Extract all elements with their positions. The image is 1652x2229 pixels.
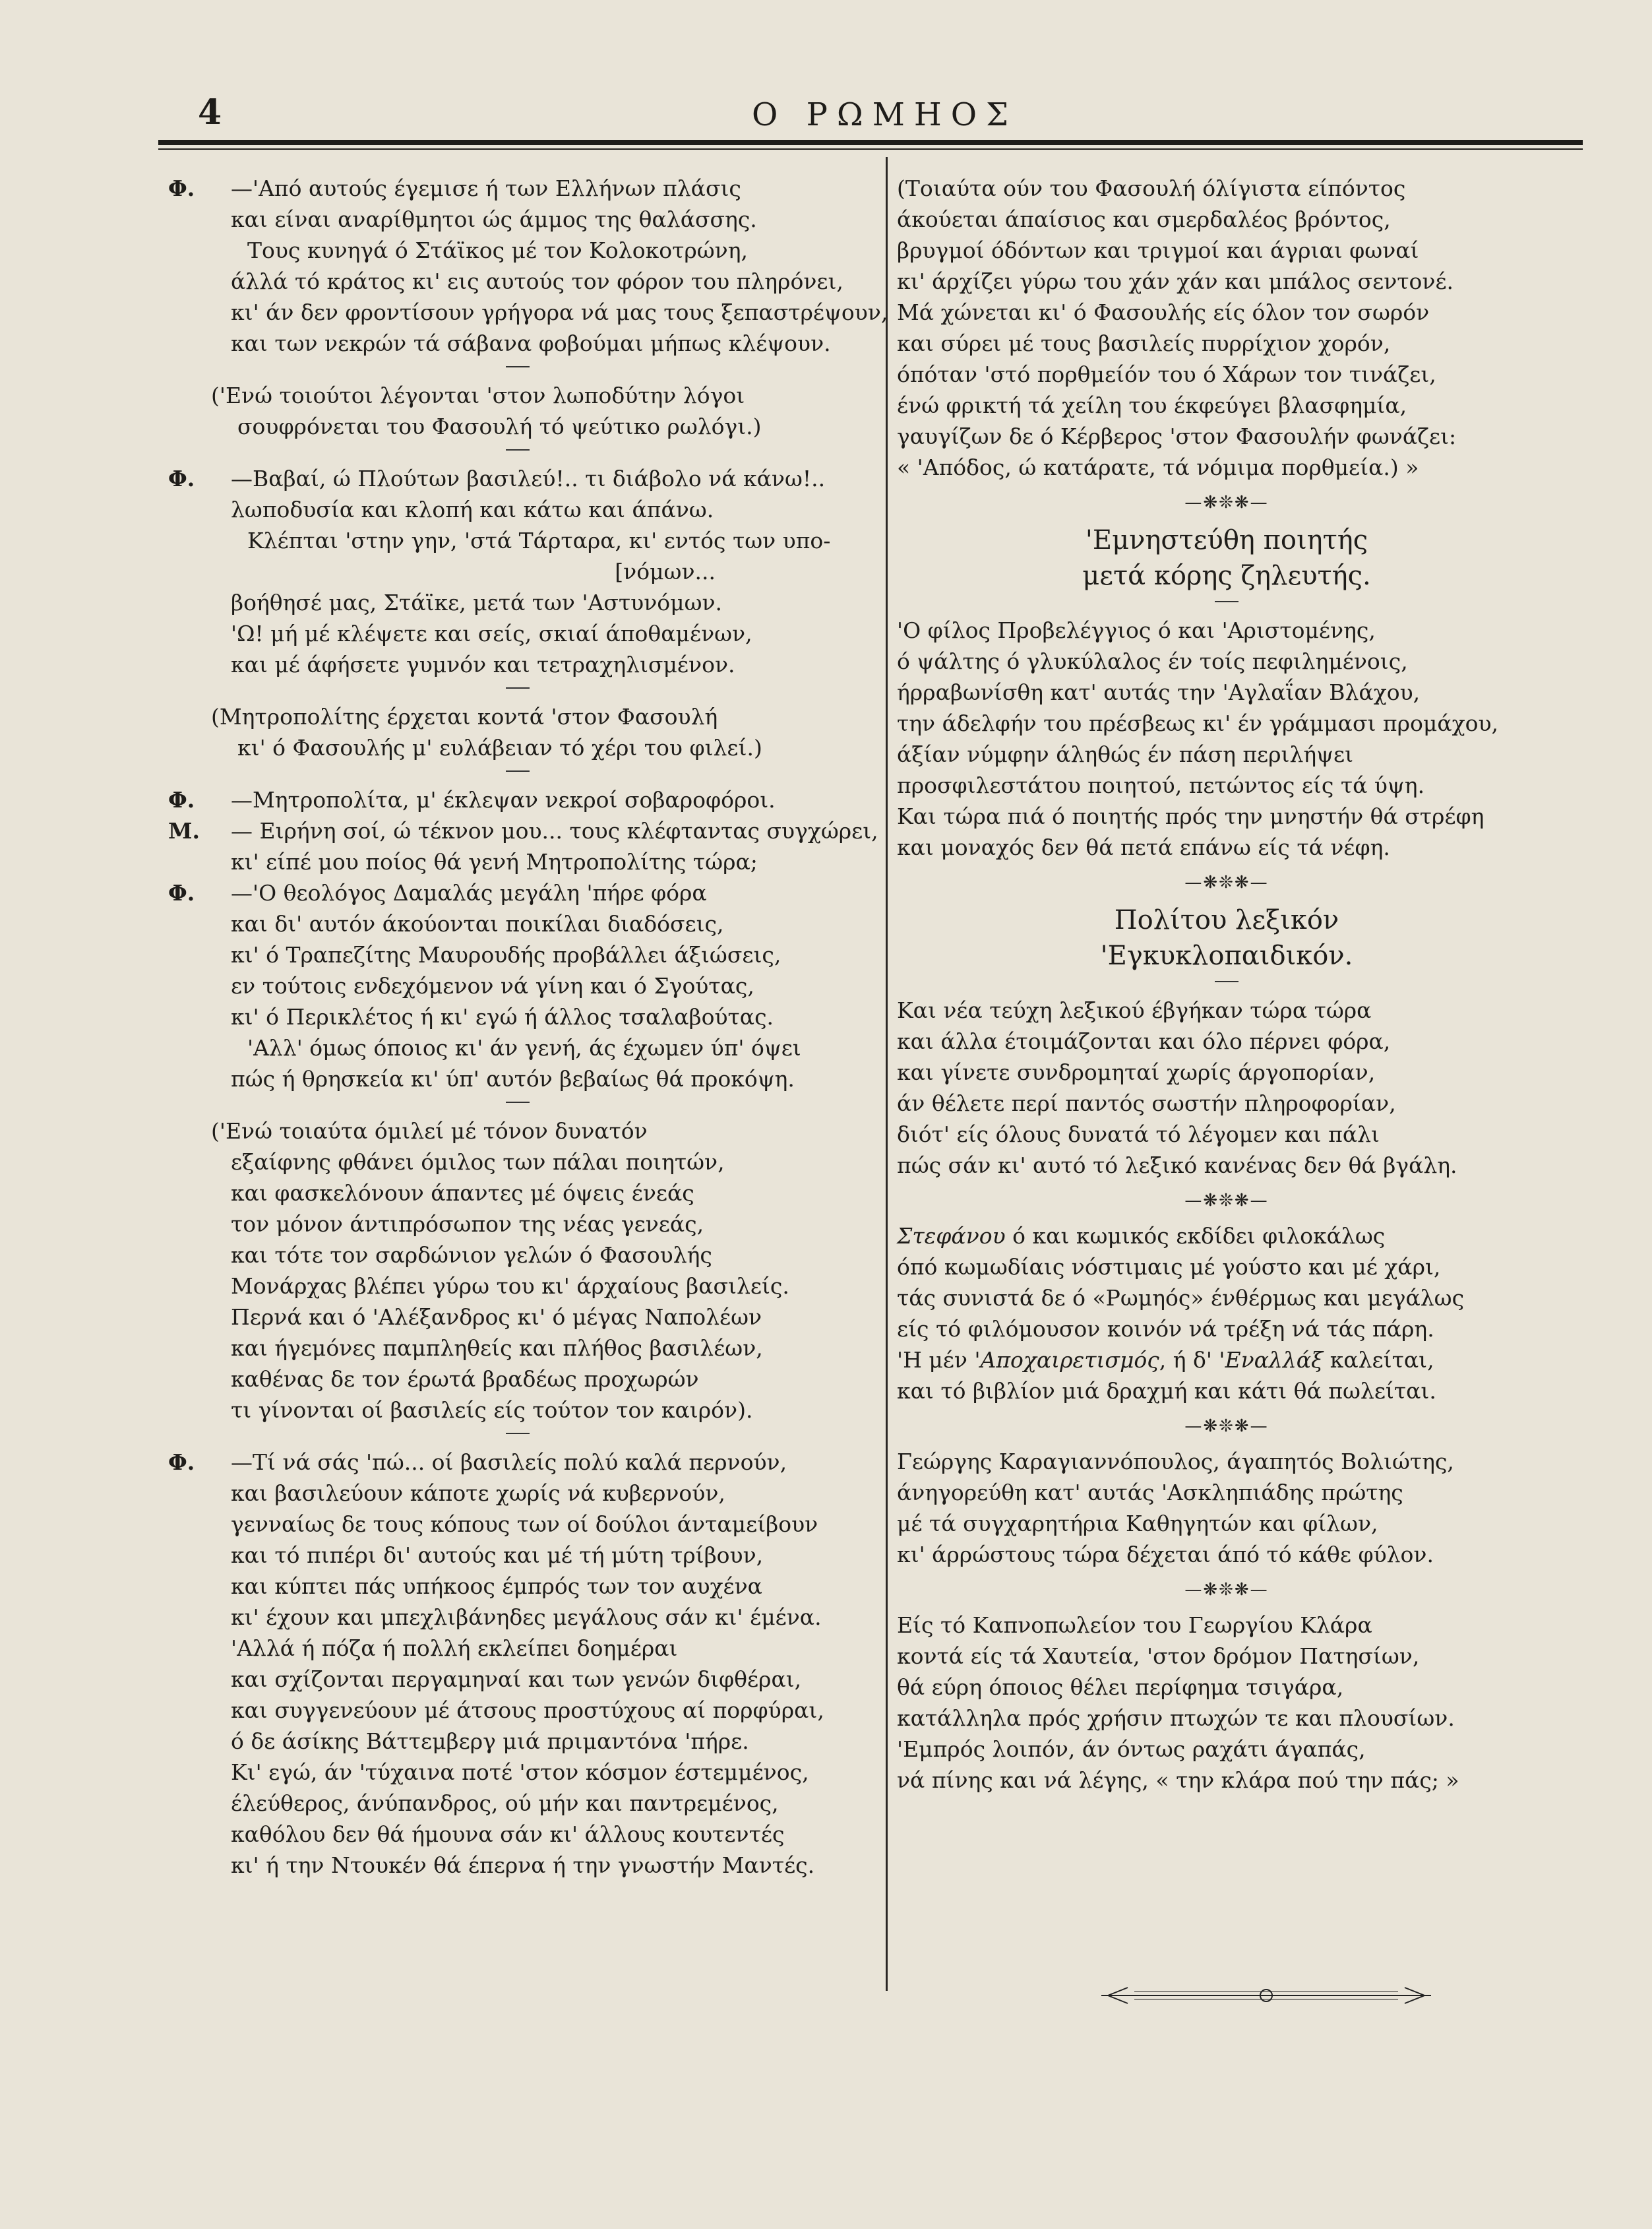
verse-line	[168, 1032, 867, 1063]
verse-text: ό και κωμικός εκδίδει φιλοκάλως	[1005, 1223, 1386, 1249]
heading-line: Πολίτου λεξικόν	[1114, 905, 1339, 935]
verse-text: και βασιλεύουν κάποτε χωρίς νά κυβερνούν,	[231, 1480, 725, 1506]
verse-line	[168, 1478, 867, 1509]
speaker-label: Φ.	[168, 1449, 195, 1475]
verse-line	[168, 1063, 867, 1094]
right-column	[897, 173, 1556, 1796]
italic-title: Στεφάνου	[897, 1223, 1006, 1249]
verse-text: κι' είπέ μου ποίος θά γενή Μητροπολίτης τώρα;	[231, 849, 758, 875]
verse-text: (Μητροπολίτης έρχεται κοντά 'στον Φασουλή	[211, 704, 718, 730]
verse-text: και συγγενεύουν μέ άτσους προστύχους αί πορφύραι,	[231, 1697, 824, 1723]
verse-text: και είναι αναρίθμητοι ώς άμμος της θαλάσσης.	[231, 206, 757, 232]
verse-line: 'Ο φίλος Προβελέγγιος ό και 'Αριστομένης,	[897, 617, 1376, 643]
verse-line	[168, 1850, 867, 1881]
verse-line	[897, 1220, 1556, 1251]
verse-text: και δι' αυτόν άκούονται ποικίλαι διαδόσεις,	[231, 911, 724, 937]
verse-text: 'Ω! μή μέ κλέψετε και σείς, σκιαί άποθαμένων,	[231, 621, 752, 646]
verse-line	[168, 1571, 867, 1602]
verse-line	[168, 463, 867, 494]
verse-line	[168, 266, 867, 297]
verse-line: όπόταν 'στό πορθμείόν του ό Χάρων τον τινάζει,	[897, 361, 1436, 387]
verse-text: ό δε άσίκης Βάττεμβεργ μιά πριμαντόνα 'πήρε.	[231, 1728, 749, 1754]
verse-line	[168, 204, 867, 235]
verse-line: 'Εμπρός λοιπόν, άν όντως ραχάτι άγαπάς,	[897, 1736, 1366, 1762]
verse-line	[168, 618, 867, 649]
verse-text: και των νεκρών τά σάβανα φοβούμαι μήπως κλέψουν.	[231, 330, 831, 356]
italic-title: 'Αποχαιρετισμός	[974, 1347, 1159, 1373]
verse-text: εξαίφνης φθάνει όμιλος των πάλαι ποιητών,	[231, 1149, 725, 1175]
verse-line: και γίνετε συνδρομηταί χωρίς άργοπορίαν,	[897, 1059, 1376, 1085]
verse-text: , ή δ'	[1159, 1347, 1219, 1373]
speaker-label: Φ.	[168, 466, 195, 491]
verse-text: και κύπτει πάς υπήκοος έμπρός των τον αυχένα	[231, 1573, 762, 1599]
verse-text: και σχίζονται περγαμηναί και των γενών διφθέραι,	[231, 1666, 802, 1692]
heading-line: μετά κόρης ζηλευτής.	[1082, 561, 1371, 591]
ornament-divider: —❋❊❋—	[1184, 1580, 1269, 1600]
verse-line	[168, 525, 867, 556]
verse-line	[897, 1251, 1556, 1282]
verse-line	[168, 297, 888, 328]
verse-text: γενναίως δε τους κόπους των οί δούλοι άνταμείβουν	[231, 1511, 818, 1537]
verse-line: Γεώργης Καραγιαννόπουλος, άγαπητός Βολιώτης,	[897, 1449, 1454, 1474]
verse-line: κι' άρρώστους τώρα δέχεται άπό τό κάθε φύλον.	[897, 1542, 1434, 1567]
section-lexicon	[897, 995, 1556, 1181]
verse-text: κι' ό Περικλέτος ή κι' εγώ ή άλλος τσαλαβούτας.	[231, 1004, 774, 1030]
short-rule	[168, 1426, 867, 1447]
verse-text: εν τούτοις ενδεχόμενον νά γίνη και ό Σγούτας,	[231, 973, 754, 999]
left-column	[168, 173, 888, 1881]
verse-text: Κλέπται 'στην γην, 'στά Τάρταρα, κι' εντός των υπο-	[247, 528, 831, 553]
verse-line: « 'Απόδος, ώ κατάρατε, τά νόμιμα πορθμεία.) »	[897, 455, 1419, 480]
verse-line	[168, 1819, 867, 1850]
verse-line	[168, 846, 867, 877]
page-number: 4	[198, 92, 222, 133]
verse-line	[168, 556, 867, 587]
verse-line	[168, 1240, 867, 1271]
verse-line	[168, 1333, 867, 1364]
verse-line	[168, 1726, 867, 1757]
verse-text: κι' άν δεν φροντίσουν γρήγορα νά μας τους ξεπαστρέψουν,	[231, 299, 888, 325]
verse-text: πώς ή θρησκεία κι' ύπ' αυτόν βεβαίως θά προκόψη.	[231, 1066, 795, 1092]
verse-line: κοντά είς τά Χαυτεία, 'στον δρόμον Πατησίων,	[897, 1643, 1420, 1669]
verse-line	[168, 1271, 867, 1302]
verse-line: ό ψάλτης ό γλυκύλαλος έν τοίς πεφιλημένοις,	[897, 648, 1408, 674]
verse-line	[168, 1602, 867, 1633]
verse-line	[168, 877, 867, 908]
verse-text: — Ειρήνη σοί, ώ τέκνον μου... τους κλέφταντας συγχώρει,	[231, 818, 878, 844]
verse-text: τάς συνιστά δε ό «Ρωμηός» ένθέρμως και μεγάλως	[897, 1285, 1465, 1311]
short-rule	[168, 359, 867, 380]
section-stefanou	[897, 1220, 1556, 1406]
stage-direction-block	[897, 173, 1556, 483]
ornament-divider: —❋❊❋—	[1184, 1416, 1269, 1436]
verse-line	[168, 939, 867, 970]
verse-line: κατάλληλα πρός χρήσιν πτωχών τε και πλουσίων.	[897, 1705, 1455, 1731]
verse-line	[168, 494, 867, 525]
verse-line	[168, 784, 867, 815]
speaker-label: Φ.	[168, 175, 195, 201]
verse-text: κι' έχουν και μπεχλιβάνηδες μεγάλους σάν κι' έμένα.	[231, 1604, 822, 1630]
verse-text: και φασκελόνουν άπαντες μέ όψεις ένεάς	[231, 1180, 694, 1206]
verse-line	[168, 649, 867, 680]
verse-text: —'Ο θεολόγος Δαμαλάς μεγάλη 'πήρε φόρα	[231, 880, 707, 906]
verse-line: Είς τό Καπνοπωλείον του Γεωργίου Κλάρα	[897, 1612, 1372, 1638]
verse-text: σουφρόνεται του Φασουλή τό ψεύτικο ρωλόγι.)	[237, 414, 762, 439]
verse-line: την άδελφήν του πρέσβεως κι' έν γράμμασι προμάχου,	[897, 710, 1499, 736]
verse-line: Μά χώνεται κι' ό Φασουλής είς όλον τον σωρόν	[897, 299, 1430, 325]
verse-line: άνηγορεύθη κατ' αυτάς 'Ασκληπιάδης πρώτης	[897, 1480, 1403, 1505]
verse-line: άκούεται άπαίσιος και σμερδαλέος βρόντος,	[897, 206, 1391, 232]
verse-line	[168, 970, 867, 1001]
verse-line: και σύρει μέ τους βασιλείς πυρρίχιον χορόν,	[897, 330, 1391, 356]
verse-line: πώς σάν κι' αυτό τό λεξικό κανένας δεν θά βγάλη.	[897, 1152, 1457, 1178]
short-rule	[897, 594, 1556, 615]
verse-line	[168, 1633, 867, 1664]
italic-title: 'Εναλλάξ	[1219, 1347, 1324, 1373]
verse-line	[168, 815, 878, 846]
verse-line: άν θέλετε περί παντός σωστήν πληροφορίαν,	[897, 1090, 1396, 1116]
verse-line: και άλλα έτοιμάζονται και όλο πέρνει φόρα,	[897, 1028, 1391, 1054]
verse-line: νά πίνης και νά λέγης, « την κλάρα πού την πάς; »	[897, 1767, 1459, 1793]
verse-line: ένώ φρικτή τά χείλη του έκφεύγει βλασφημία,	[897, 392, 1407, 418]
verse-text: όπό κωμωδίαις νόστιμαις μέ γούστο και μέ χάρι,	[897, 1254, 1441, 1280]
verse-text: Τους κυνηγά ό Στάϊκος μέ τον Κολοκοτρώνη,	[247, 237, 748, 263]
short-rule	[168, 442, 867, 463]
verse-line	[168, 1664, 867, 1695]
verse-line	[168, 732, 867, 763]
verse-line	[168, 328, 867, 359]
verse-text: κι' ό Φασουλής μ' ευλάβειαν τό χέρι του φιλεί.)	[237, 735, 762, 761]
verse-line: θά εύρη όποιος θέλει περίφημα τσιγάρα,	[897, 1674, 1344, 1700]
ornament-divider: —❋❊❋—	[1184, 1191, 1269, 1210]
section-doctor	[897, 1446, 1556, 1570]
verse-line: και μοναχός δεν θά πετά επάνω είς τά νέφη.	[897, 834, 1390, 860]
verse-text: τον μόνον άντιπρόσωπον της νέας γενεάς,	[231, 1211, 704, 1237]
verse-line	[168, 1364, 867, 1395]
verse-line	[168, 587, 867, 618]
verse-line	[168, 1001, 867, 1032]
verse-text: είς τό φιλόμουσον κοινόν νά τρέξη νά τάς πάρη.	[897, 1316, 1434, 1342]
verse-line: άξίαν νύμφην άληθώς έν πάση περιλήψει	[897, 741, 1354, 767]
header-rule	[158, 140, 1583, 145]
verse-line	[897, 1282, 1556, 1313]
verse-text: Κι' εγώ, άν 'τύχαινα ποτέ 'στον κόσμον έστεμμένος,	[231, 1759, 809, 1785]
speaker-label: Φ.	[168, 880, 195, 906]
verse-text: καλείται,	[1323, 1347, 1434, 1373]
verse-line: γαυγίζων δε ό Κέρβερος 'στον Φασουλήν φωνάζει:	[897, 424, 1457, 449]
ornament-divider: —❋❊❋—	[1184, 493, 1269, 513]
column-divider	[886, 157, 888, 1991]
verse-text: —Τί νά σάς 'πώ... οί βασιλείς πολύ καλά περνούν,	[231, 1449, 787, 1475]
section-engagement	[897, 615, 1556, 863]
verse-line: προσφιλεστάτου ποιητού, πετώντος είς τά ύψη.	[897, 772, 1425, 798]
section-heading-lexicon	[897, 902, 1556, 974]
verse-text: κι' ή την Ντουκέν θά έπερνα ή την γνωστήν Μαντές.	[231, 1852, 815, 1878]
short-rule	[168, 680, 867, 701]
verse-text: τι γίνονται οί βασιλείς είς τούτον τον καιρόν).	[231, 1397, 753, 1423]
verse-text: 'Αλλά ή πόζα ή πολλή εκλείπει δοημέραι	[231, 1635, 678, 1661]
verse-text: καθένας δε τον έρωτά βραδέως προχωρών	[231, 1366, 699, 1392]
short-rule	[897, 974, 1556, 995]
verse-text: Μονάρχας βλέπει γύρω του κι' άρχαίους βασιλείς.	[231, 1273, 789, 1299]
short-rule	[168, 763, 867, 784]
verse-line	[897, 1344, 1556, 1375]
verse-text: έλεύθερος, άνύπανδρος, ού μήν και παντρεμένος,	[231, 1790, 779, 1816]
verse-line	[168, 411, 867, 442]
verse-line	[168, 1757, 867, 1788]
verse-line: διότ' είς όλους δυνατά τό λέγομεν και πάλι	[897, 1121, 1380, 1147]
verse-line: κι' άρχίζει γύρω του χάν χάν και μπάλος σεντονέ.	[897, 268, 1454, 294]
verse-line: ήρραβωνίσθη κατ' αυτάς την 'Αγλαΐαν Βλάχου,	[897, 679, 1421, 705]
verse-text: και τό βιβλίον μιά δραχμή και κάτι θά πωλείται.	[897, 1378, 1436, 1404]
verse-line	[168, 1447, 867, 1478]
verse-text: και μέ άφήσετε γυμνόν και τετραχηλισμένον.	[231, 652, 735, 677]
verse-text: κι' ό Τραπεζίτης Μαυρουδής προβάλλει άξιώσεις,	[231, 942, 781, 968]
header-rule-thin	[158, 148, 1583, 150]
verse-text: και τό πιπέρι δι' αυτούς και μέ τή μύτη τρίβουν,	[231, 1542, 764, 1568]
verse-line	[168, 1209, 867, 1240]
verse-text: ('Ενώ τοιούτοι λέγονται 'στον λωποδύτην λόγοι	[211, 383, 745, 408]
verse-line	[168, 1302, 867, 1333]
closing-ornament	[1095, 1982, 1438, 2009]
verse-text: βοήθησέ μας, Στάϊκε, μετά των 'Αστυνόμων.	[231, 590, 723, 615]
verse-line	[168, 701, 867, 732]
verse-line	[168, 1695, 867, 1726]
verse-text: —Μητροπολίτα, μ' έκλεψαν νεκροί σοβαρoφόροι.	[231, 787, 776, 813]
verse-line	[168, 1177, 867, 1209]
verse-line	[168, 235, 867, 266]
verse-line	[168, 908, 867, 939]
ornament-divider: —❋❊❋—	[1184, 873, 1269, 893]
verse-text: και τότε τον σαρδώνιον γελών ό Φασουλής	[231, 1242, 712, 1268]
verse-text: καθόλου δεν θά ήμουνα σάν κι' άλλους κουτεντές	[231, 1821, 785, 1847]
verse-text: λωποδυσία και κλοπή και κάτω και άπάνω.	[231, 497, 714, 522]
verse-text: Περνά και ό 'Αλέξανδρος κι' ό μέγας Ναπολέων	[231, 1304, 762, 1330]
verse-line	[168, 1540, 867, 1571]
verse-text: —'Από αυτούς έγεμισε ή των Ελλήνων πλάσις	[231, 175, 741, 201]
masthead-title: Ο ΡΩΜΗΟΣ	[752, 96, 1018, 133]
verse-line: Και τώρα πιά ό ποιητής πρός την μνηστήν θά στρέφη	[897, 803, 1484, 829]
verse-line	[168, 1146, 867, 1177]
verse-line	[168, 1115, 867, 1146]
verse-text: —Βαβαί, ώ Πλούτων βασιλεύ!.. τι διάβολο νά κάνω!..	[231, 466, 826, 491]
section-tobacco-shop	[897, 1610, 1556, 1796]
verse-text: ('Ενώ τοιαύτα όμιλεί μέ τόνον δυνατόν	[211, 1118, 648, 1144]
short-rule	[168, 1094, 867, 1115]
verse-text: και ήγεμόνες παμπληθείς και πλήθος βασιλέων,	[231, 1335, 763, 1361]
verse-line	[168, 1395, 867, 1426]
heading-line: 'Εγκυκλοπαιδικόν.	[1100, 941, 1353, 971]
verse-line	[168, 1788, 867, 1819]
verse-text: [νόμων...	[615, 559, 716, 584]
verse-line: (Τοιαύτα ούν του Φασουλή όλίγιστα είπόντος	[897, 175, 1406, 201]
speaker-label: Φ.	[168, 787, 195, 813]
verse-line	[897, 1313, 1556, 1344]
verse-line	[168, 1509, 867, 1540]
verse-text: άλλά τό κράτος κι' εις αυτούς τον φόρον του πληρόνει,	[231, 268, 843, 294]
verse-line	[897, 1375, 1556, 1406]
verse-line	[168, 173, 867, 204]
heading-line: 'Εμνηστεύθη ποιητής	[1085, 525, 1368, 555]
section-heading-engagement	[897, 522, 1556, 594]
verse-line	[168, 380, 867, 411]
speaker-label: Μ.	[168, 818, 200, 844]
verse-text: 'Η μέν	[897, 1347, 975, 1373]
verse-line: μέ τά συγχαρητήρια Καθηγητών και φίλων,	[897, 1511, 1378, 1536]
verse-line: Και νέα τεύχη λεξικού έβγήκαν τώρα τώρα	[897, 997, 1372, 1023]
verse-line: βρυγμοί όδόντων και τριγμοί και άγριαι φωναί	[897, 237, 1419, 263]
verse-text: 'Αλλ' όμως όποιος κι' άν γενή, άς έχωμεν ύπ' όψει	[247, 1035, 801, 1061]
